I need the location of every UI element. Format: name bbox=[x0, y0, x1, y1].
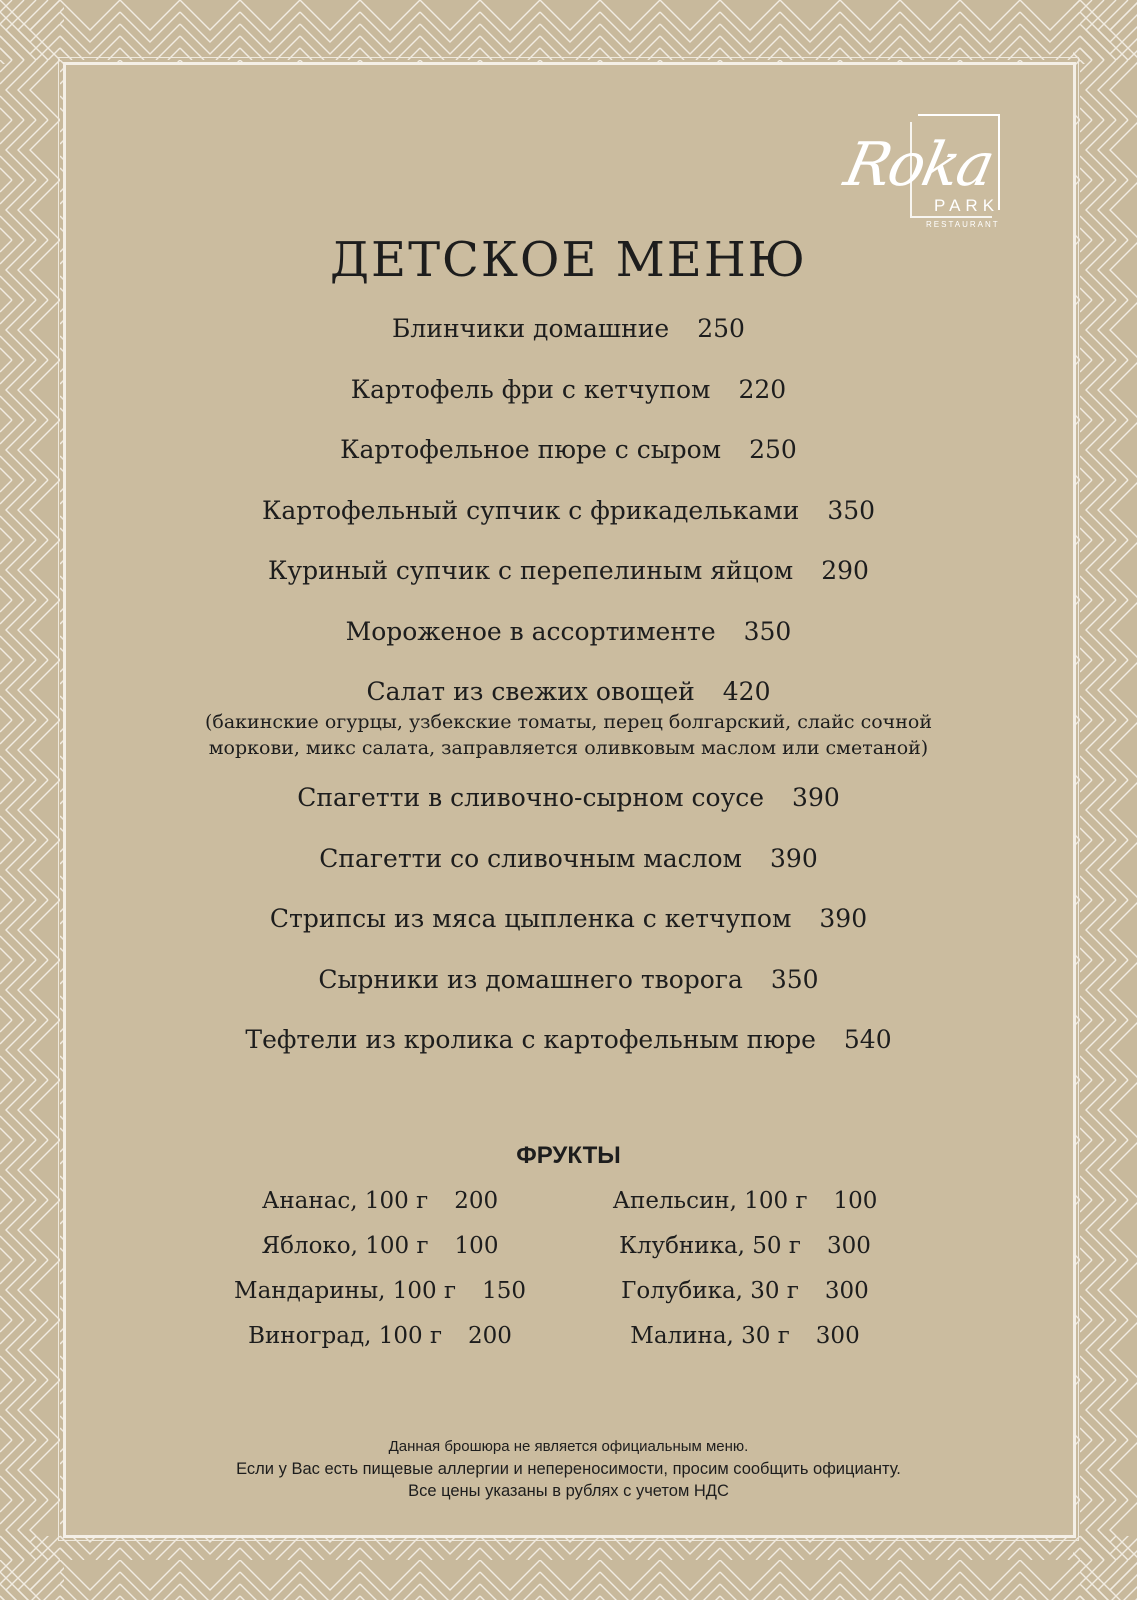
item-name: Спагетти в сливочно-сырном соусе bbox=[297, 783, 765, 812]
fruit-price: 100 bbox=[833, 1188, 878, 1214]
item-price: 350 bbox=[770, 964, 819, 994]
fruits-section-title: ФРУКТЫ bbox=[516, 1142, 621, 1169]
fruit-name: Мандарины, 100 г bbox=[234, 1278, 457, 1304]
logo-script-text: Roka bbox=[838, 130, 999, 200]
menu-item bbox=[0, 902, 1137, 963]
logo-restaurant-text: RESTAURANT bbox=[926, 220, 1000, 229]
menu-item bbox=[0, 963, 1137, 1024]
footer-disclaimer bbox=[0, 1436, 1137, 1502]
fruit-name: Ананас, 100 г bbox=[261, 1188, 429, 1214]
item-price: 420 bbox=[722, 677, 771, 706]
fruit-item bbox=[180, 1233, 580, 1259]
logo-park-text: PARK bbox=[934, 196, 1000, 215]
menu-item bbox=[0, 312, 1137, 373]
menu-items-list bbox=[0, 312, 1137, 1084]
menu-item bbox=[0, 373, 1137, 434]
item-price: 250 bbox=[697, 314, 745, 343]
item-name: Тефтели из кролика с картофельным пюре bbox=[245, 1025, 816, 1054]
menu-item-salad bbox=[0, 675, 1137, 761]
menu-item bbox=[0, 615, 1137, 676]
menu-item bbox=[0, 554, 1137, 615]
fruit-price: 200 bbox=[454, 1188, 499, 1214]
fruit-item bbox=[545, 1278, 945, 1304]
item-description-line: моркови, микс салата, заправляется оливковым маслом или сметаной) bbox=[208, 737, 929, 759]
fruit-name: Голубика, 30 г bbox=[621, 1278, 799, 1304]
footer-line: Данная брошюра не является официальным меню. bbox=[388, 1438, 749, 1455]
item-price: 390 bbox=[819, 904, 868, 933]
item-price: 350 bbox=[743, 616, 792, 646]
fruit-price: 300 bbox=[815, 1323, 860, 1349]
menu-title: ДЕТСКОЕ МЕНЮ bbox=[330, 232, 807, 288]
item-price: 350 bbox=[827, 495, 876, 525]
fruit-item bbox=[180, 1188, 580, 1214]
item-name: Картофельное пюре с сыром bbox=[340, 435, 722, 464]
fruit-price: 300 bbox=[826, 1233, 871, 1259]
item-name: Блинчики домашние bbox=[392, 314, 670, 343]
footer-line: Все цены указаны в рублях с учетом НДС bbox=[408, 1482, 729, 1500]
item-name: Картофель фри с кетчупом bbox=[350, 374, 711, 404]
fruit-name: Виноград, 100 г bbox=[248, 1323, 443, 1349]
item-price: 390 bbox=[792, 783, 840, 812]
menu-item bbox=[0, 433, 1137, 494]
item-name: Стрипсы из мяса цыпленка с кетчупом bbox=[269, 904, 792, 933]
fruit-name: Малина, 30 г bbox=[630, 1323, 790, 1349]
fruit-item bbox=[180, 1323, 580, 1349]
item-name: Картофельный супчик с фрикадельками bbox=[261, 495, 800, 525]
item-name: Салат из свежих овощей bbox=[366, 677, 695, 706]
footer-line: Если у Вас есть пищевые аллергии и непереносимости, просим сообщить официанту. bbox=[236, 1460, 901, 1478]
fruit-price: 200 bbox=[468, 1323, 512, 1349]
menu-item bbox=[0, 842, 1137, 903]
fruit-item bbox=[545, 1188, 945, 1214]
fruit-name: Яблоко, 100 г bbox=[261, 1233, 429, 1259]
menu-item bbox=[0, 781, 1137, 842]
item-price: 390 bbox=[770, 843, 818, 873]
fruit-price: 100 bbox=[454, 1233, 499, 1259]
item-description-line: (бакинские огурцы, узбекские томаты, перец болгарский, слайс сочной bbox=[204, 711, 932, 733]
fruit-name: Клубника, 50 г bbox=[619, 1233, 801, 1259]
fruit-price: 300 bbox=[824, 1278, 869, 1304]
item-name: Спагетти со сливочным маслом bbox=[319, 843, 743, 873]
item-price: 250 bbox=[749, 435, 797, 464]
fruit-item bbox=[545, 1323, 945, 1349]
fruit-item bbox=[180, 1278, 580, 1304]
menu-item bbox=[0, 494, 1137, 555]
fruit-item bbox=[545, 1233, 945, 1259]
item-price: 220 bbox=[738, 374, 787, 404]
item-name: Куриный супчик с перепелиным яйцом bbox=[268, 556, 794, 585]
item-price: 540 bbox=[843, 1025, 892, 1054]
item-price: 290 bbox=[821, 556, 869, 585]
menu-item bbox=[0, 1023, 1137, 1084]
fruit-name: Апельсин, 100 г bbox=[612, 1188, 808, 1214]
fruit-price: 150 bbox=[482, 1278, 526, 1304]
item-name: Сырники из домашнего творога bbox=[318, 964, 743, 994]
item-name: Мороженое в ассортименте bbox=[345, 616, 716, 646]
